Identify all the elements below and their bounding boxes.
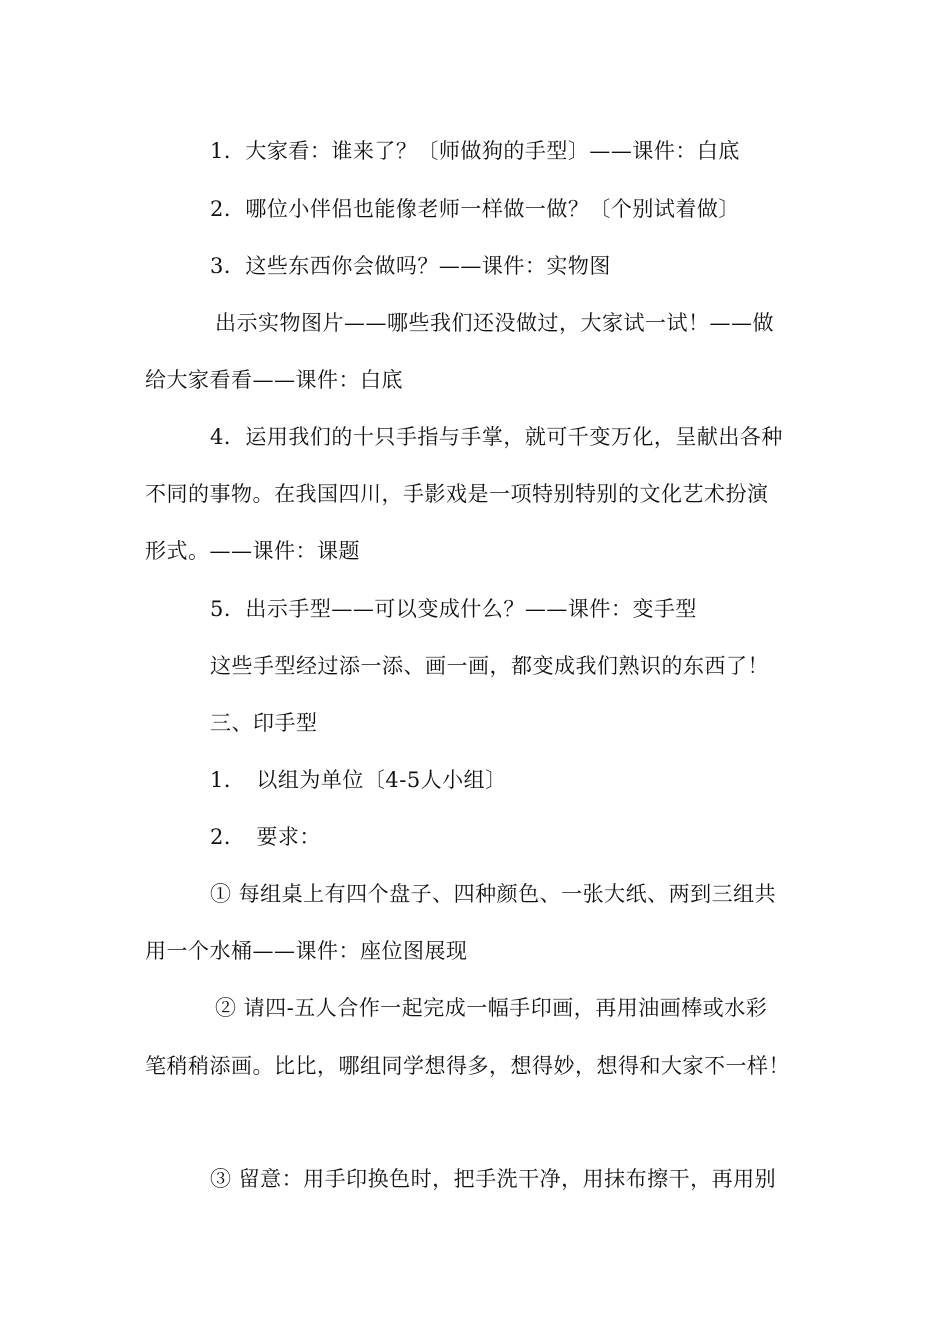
text-line: 5．出示手型——可以变成什么？——课件：变手型 [210, 597, 697, 621]
section-heading: 三、印手型 [210, 711, 318, 735]
text-line: 这些手型经过添一添、画一画，都变成我们熟识的东西了！ [210, 654, 769, 678]
text-line: 3．这些东西你会做吗？——课件：实物图 [210, 254, 611, 278]
text-line: 1．大家看：谁来了？〔师做狗的手型〕——课件：白底 [210, 139, 740, 163]
text-line: 用一个水桶——课件：座位图展现 [145, 939, 468, 963]
text-line: 给大家看看——课件：白底 [145, 368, 403, 392]
text-line: 4．运用我们的十只手指与手掌，就可千变万化，呈献出各种 [210, 425, 783, 449]
text-line: 1． 以组为单位〔4-5人小组〕 [210, 768, 507, 792]
text-line: ② 请四-五人合作一起完成一幅手印画，再用油画棒或水彩 [215, 996, 768, 1020]
text-line: ① 每组桌上有四个盘子、四种颜色、一张大纸、两到三组共 [210, 882, 777, 906]
text-line: 出示实物图片——哪些我们还没做过，大家试一试！——做 [215, 311, 774, 335]
text-line: 笔稍稍添画。比比，哪组同学想得多，想得妙，想得和大家不一样！ [145, 1054, 790, 1078]
text-line: 2． 要求： [210, 825, 321, 849]
text-line: ③ 留意：用手印换色时，把手洗干净，用抹布擦干，再用别 [210, 1167, 777, 1191]
text-line: 2．哪位小伴侣也能像老师一样做一做？〔个别试着做〕 [210, 197, 740, 221]
text-line: 形式。——课件：课题 [145, 539, 360, 563]
text-line: 不同的事物。在我国四川，手影戏是一项特别特别的文化艺术扮演 [145, 482, 769, 506]
